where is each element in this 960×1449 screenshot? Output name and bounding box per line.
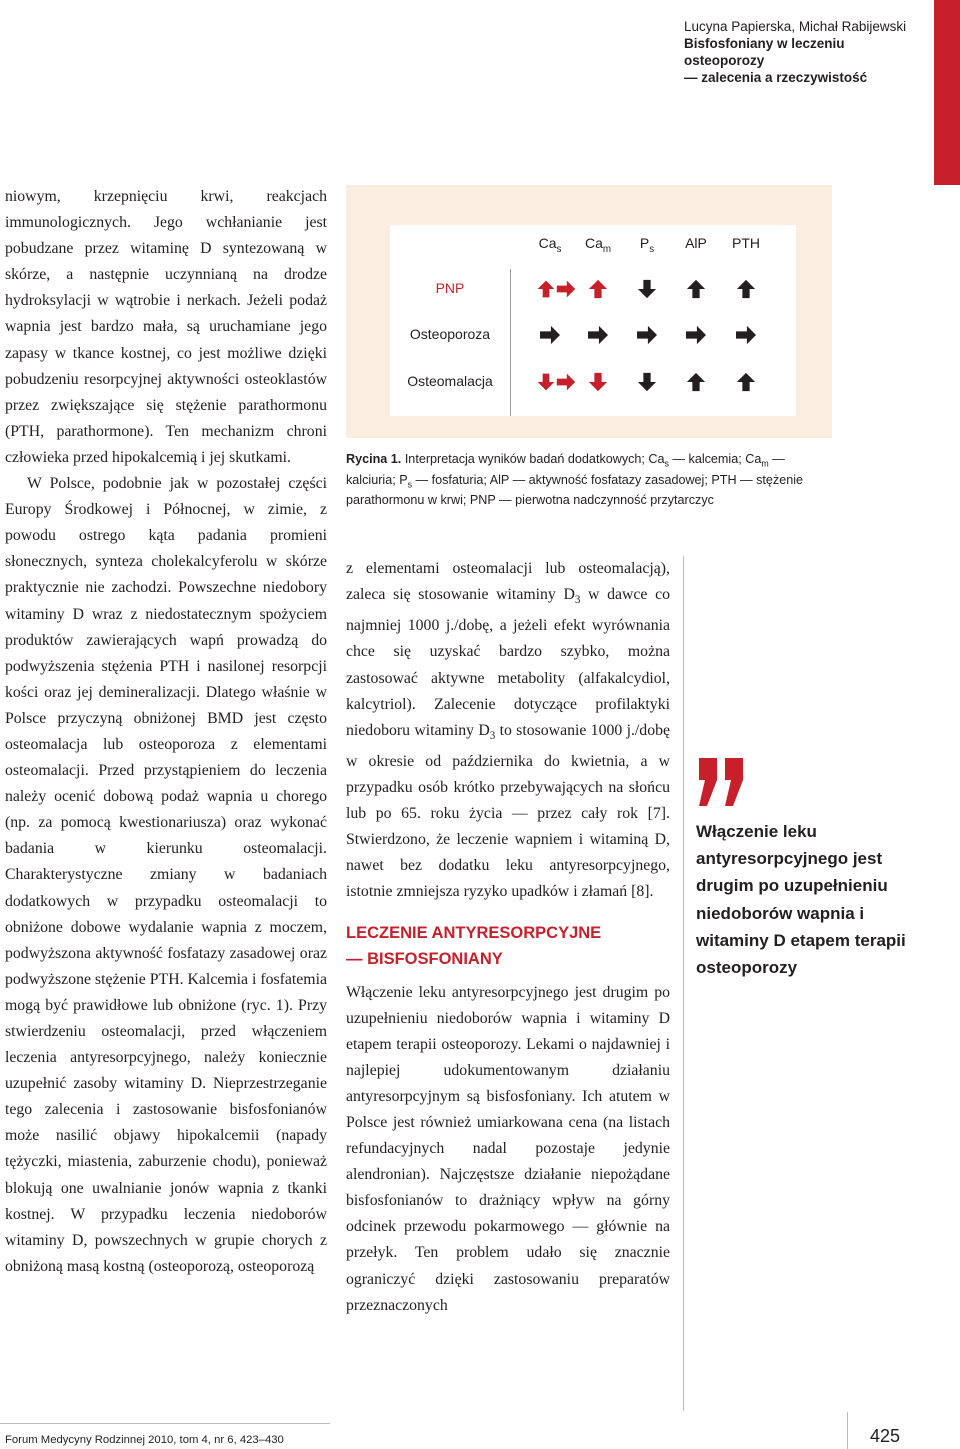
red-section-tab [934,0,960,185]
arrow-up-icon [735,279,757,299]
heading-line-2: — BISFOSFONIANY [346,949,503,968]
arrow-down-icon [587,372,609,392]
footer-rule [0,1423,330,1424]
arrow-up-icon [685,372,707,392]
section-heading [346,920,670,972]
caption-text: Interpretacja wyników badań dodatkowych; Ca [404,452,665,466]
figure-table [390,225,796,416]
column-divider [683,556,684,1411]
figure-column-head: $Ca_s$ [538,235,562,255]
caption-sub-2: m [761,458,769,469]
page-number-rule [847,1412,848,1449]
figure-caption [346,451,836,508]
page-number: 425 [870,1426,901,1446]
header-title-line2: — zalecenia a rzeczywistość [684,70,868,85]
arrow-right-icon [556,279,576,299]
figure-column-head: AlP [685,235,707,251]
mid-p1-a: z elementami osteomalacji lub osteomalacją), zaleca się stosowanie witaminy D [346,560,670,604]
quote-mark-icon [695,758,755,808]
mid-p1-c: to stosowanie 1000 j./dobę w okresie od października do kwietnia, a w przypadku osób krótko przebywających na słońcu lub po 65. roku życia — przez cały rok [7]. Stwierdzono, że leczenie wapniem i witaminą D, nawet bez dodatku leku antyresorpcyjnego, istotnie zmniejsza ryzyko upadków i złamań [8]. [346,721,671,901]
figure-row-label: Osteoporoza [409,326,491,342]
mid-p1-sub: 3 [574,594,581,607]
footer-journal: Forum Medycyny Rodzinnej 2010, tom 4, nr 6, 423–430 [5,1434,284,1446]
caption-sub-3: s [407,479,412,490]
caption-text-2: — kalcemia; Ca [668,452,762,466]
figure-row-label: PNP [435,280,465,296]
arrow-up-icon [587,279,609,299]
arrow-down-icon [536,372,556,392]
arrow-right-icon [587,325,609,345]
pull-quote: Włączenie leku antyresorpcyjnego jest drugim po uzupełnieniu niedoborów wapnia i witaminy D etapem terapii osteoporozy [696,822,906,978]
arrow-right-icon [539,325,561,345]
caption-sub-1: s [664,458,669,469]
heading-line-1: LECZENIE ANTYRESORPCYJNE [346,923,602,942]
figure-column-sub: m [602,243,612,255]
figure-row-label: Osteomalacja [407,373,493,389]
left-paragraph-2: W Polsce, podobnie jak w pozostałej części Europy Środkowej i Północnej, w zimie, z powodu ostrego kąta padania promieni słonecznych, synteza cholekalcyferolu w skórze praktycznie nie zachodzi. Powszechne niedobory witaminy D wraz z niedostatecznym spożyciem produktów zawierających wapń prowadzą do podwyższenia stężenia PTH i nasilonej resorpcji kości oraz jej demineralizacji. Dlatego właśnie w Polsce przyczyną obniżonej BMD jest często osteomalacja lub osteoporoza z elementami osteomalacji. Przed przystąpieniem do leczenia należy ocenić dobową podaż wapnia u chorego (np. za pomocą kwestionariusza) oraz wykonać badania w kierunku osteomalacji. Charakterystyczne zmiany w badaniach dodatkowych w przypadku osteomalacji to obniżone dobowe wydalanie wapnia z moczem, podwyższona aktywność fosfatazy zasadowej oraz podwyższone stężenie PTH. Kalcemia i fosfatemia mogą być prawidłowe lub obniżone (ryc. 1). Przy stwierdzeniu osteomalacji, przed włączeniem leczenia antyresorpcyjnego, należy koniecznie uzupełnić zasoby witaminy D. Nieprzestrzeganie tego zalecenia i zastosowanie bisfosfonianów może nasilić objawy hipokalcemii (napady tężyczki, miastenia, zaburzenie chodu), ponieważ blokują one uwalnianie jonów wapnia z tkanki kostnej. W przypadku leczenia niedoborów witaminy D, powszechnych w grupie chorych z obniżoną masą kostną (osteoporozą, osteoporozą [5,475,327,1275]
figure-1 [346,185,832,438]
arrow-down-icon [636,372,658,392]
arrow-up-icon [685,279,707,299]
caption-text-3: — kalciuria; P [346,452,785,487]
figure-column-head: PTH [732,235,760,251]
mid-p1-sub2: 3 [489,729,496,742]
figure-column-sub: s [556,243,562,255]
header-title-line1: Bisfosfoniany w leczeniu osteoporozy [684,36,845,68]
arrow-up-icon [735,372,757,392]
arrow-right-icon [636,325,658,345]
middle-paragraph-1 [346,556,670,906]
header-authors: Lucyna Papierska, Michał Rabijewski [684,19,907,34]
left-paragraph-1: niowym, krzepnięciu krwi, reakcjach immunologicznych. Jego wchłanianie jest pobudzane przez witaminę D syntezowaną w skórze, a następnie uczynnianą na drodze hydroksylacji w wątrobie i nerkach. Jeżeli podaż wapnia jest bardzo mała, są uruchamiane jego zapasy w tkance kostnej, co jest możliwe dzięki pobudzeniu resorpcyjnej aktywności osteoklastów przez zwiększające się stężenie parathormonu (PTH, parathormone). Ten mechanizm chroni człowieka przed hipokalcemią i jej skutkami. [5,188,327,466]
arrow-up-icon [536,279,556,299]
caption-label: Rycina 1. [346,452,402,466]
figure-divider [510,269,511,416]
caption-text-4: — fosfaturia; AlP — aktywność fosfatazy zasadowej; PTH — stężenie parathormonu w krwi; PNP — pierwotna nadczynność przytarczyc [346,472,804,508]
figure-column-sub: s [649,243,655,255]
middle-column [346,556,670,1319]
arrow-down-icon [636,279,658,299]
middle-paragraph-2: Włączenie leku antyresorpcyjnego jest drugim po uzupełnieniu niedoborów wapnia i witaminy D etapem terapii osteoporozy. Lekami o najdawniej i najlepiej udokumentowanym działaniu antyresorpcyjnym są bisfosfoniany. Ich atutem w Polsce jest również umiarkowana cena (na listach refundacyjnych nadal pozostaje jedynie alendronian). Najczęstsze działanie niepożądane bisfosfonianów to drażniący wpływ na górny odcinek przewodu pokarmowego — głównie na przełyk. Ten problem udało się znacznie ograniczyć dzięki zastosowaniu preparatów przeznaczonych [346,983,670,1314]
left-column [5,184,327,1280]
arrow-right-icon [735,325,757,345]
figure-column-head: $Ca_m$ [584,235,612,255]
mid-p1-b: w dawce co najmniej 1000 j./dobę, a jeżeli efekt wyrównania chce się uzyskać bardzo szybko, można zastosować aktywne metabolity (alfakalcydiol, kalcytriol). Zalecenie dotyczące profilaktyki niedoboru witaminy D [346,586,670,739]
figure-column-head: $P_s$ [639,235,655,255]
arrow-right-icon [556,372,576,392]
arrow-right-icon [685,325,707,345]
running-header [684,18,924,86]
